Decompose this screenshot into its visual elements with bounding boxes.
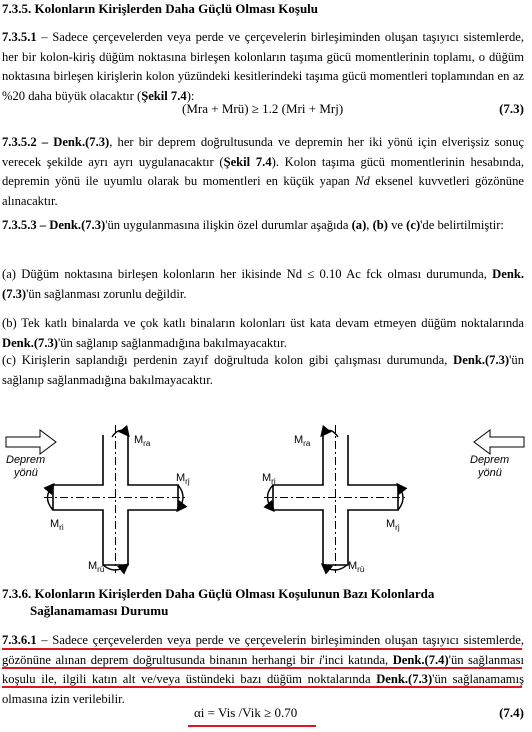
left-mri-label: $M_{ri}$ <box>50 518 64 532</box>
list-item-b: (b) Tek katlı binalarda ve çok katlı binaların kolonları üst kata devam etmeyen düğüm noktalarında Denk.(7.3)'ün sağlanıp sağlanmadığına bakılmayacaktır. <box>2 316 524 350</box>
left-mrj-label: $M_{rj}$ <box>176 472 190 486</box>
list-item-a: (a) Düğüm noktasına birleşen kolonların her ikisinde Nd ≤ 0.10 Ac fck olması durumunda, Denk.(7.3)'ün sağlanması zorunlu değildir. <box>2 267 524 301</box>
equation-74: αi = Vis /Vik ≥ 0.70 <box>194 705 298 720</box>
right-direction-label-1: Deprem <box>470 454 510 466</box>
equation-73-number: (7.3) <box>499 101 524 116</box>
list-item-c: (c) Kirişlerin saplandığı perdenin zayıf doğrultuda kolon gibi çalışması durumunda, Denk.(7.3)'ün sağlanıp sağlanmadığına bakılmayacaktır. <box>2 353 524 387</box>
right-mru-label: $M_{rü}$ <box>348 560 365 574</box>
highlight-underline-2 <box>2 667 522 669</box>
highlight-underline-eq <box>188 725 316 727</box>
paragraph-7353: 7.3.5.3 – Denk.(7.3)'ün uygulanmasına ilişkin özel durumlar aşağıda (a), (b) ve (c)'de belirtilmiştir: <box>2 218 504 232</box>
highlight-underline-1 <box>2 648 522 650</box>
left-joint-cross <box>44 425 186 573</box>
right-mrj-label: $M_{rj}$ <box>386 518 400 532</box>
highlight-underline-3 <box>2 686 522 688</box>
section-heading-736-line2: Sağlanamaması Durumu <box>30 603 169 618</box>
right-mra-label: $M_{ra}$ <box>294 434 311 448</box>
paragraph-7361: 7.3.6.1 – Sadece çerçevelerden veya perde ve çerçevelerin birleşiminden oluşan taşıyıcı sistemlerde, gözönüne alınan deprem doğrultusunda binanın herhangi bir i'inci katında, Denk.(7.4)'ün sağlanması koşulu ile, ilgili katın alt ve/veya üstündeki bazı düğüm noktalarında Denk.(7.3)'ün sağlanamamış olmasına izin verilebilir. <box>2 633 525 706</box>
right-mri-label: $M_{ri}$ <box>262 472 276 486</box>
left-direction-label-1: Deprem <box>6 454 46 466</box>
left-direction-arrow-icon <box>6 430 56 454</box>
left-direction-label-2: yönü <box>14 467 38 479</box>
paragraph-7352: 7.3.5.2 – Denk.(7.3), her bir deprem doğrultusunda ve depremin her iki yönü için elverişsiz sonuç verecek şekilde ayrı ayrı uygulanacaktır (Şekil 7.4). Kolon taşıma gücü momentlerinin hesabında, depremin yönü ile uyumlu olarak bu momentleri en küçük yapan Nd eksenel kuvvetleri gözönüne alınacaktır. <box>2 135 525 208</box>
section-heading-735: 7.3.5. Kolonların Kirişlerden Daha Güçlü Olması Koşulu <box>2 1 319 16</box>
right-joint-cross <box>264 425 406 573</box>
paragraph-7351: 7.3.5.1 – Sadece çerçevelerden veya perde ve çerçevelerin birleşiminden oluşan taşıyıcı sistemlerde, her bir kolon-kiriş düğüm noktasına birleşen kolonların taşıma gücü momentlerinin toplamı, o düğüm noktasına birleşen kirişlerin kolon yüzündeki kesitlerindeki taşıma gücü momentleri toplamından en az %20 daha büyük olacaktır (Şekil 7.4): <box>2 30 524 103</box>
right-direction-arrow-icon <box>474 430 524 454</box>
right-direction-label-2: yönü <box>478 467 502 479</box>
left-mru-label: $M_{rü}$ <box>88 560 105 574</box>
equation-73: (Mra + Mrü) ≥ 1.2 (Mri + Mrj) <box>182 101 344 116</box>
equation-74-number: (7.4) <box>499 705 524 720</box>
figure-7-4 <box>0 415 532 585</box>
section-heading-736-line1: 7.3.6. Kolonların Kirişlerden Daha Güçlü Olması Koşulunun Bazı Kolonlarda <box>2 586 435 601</box>
left-mra-label: $M_{ra}$ <box>134 434 151 448</box>
